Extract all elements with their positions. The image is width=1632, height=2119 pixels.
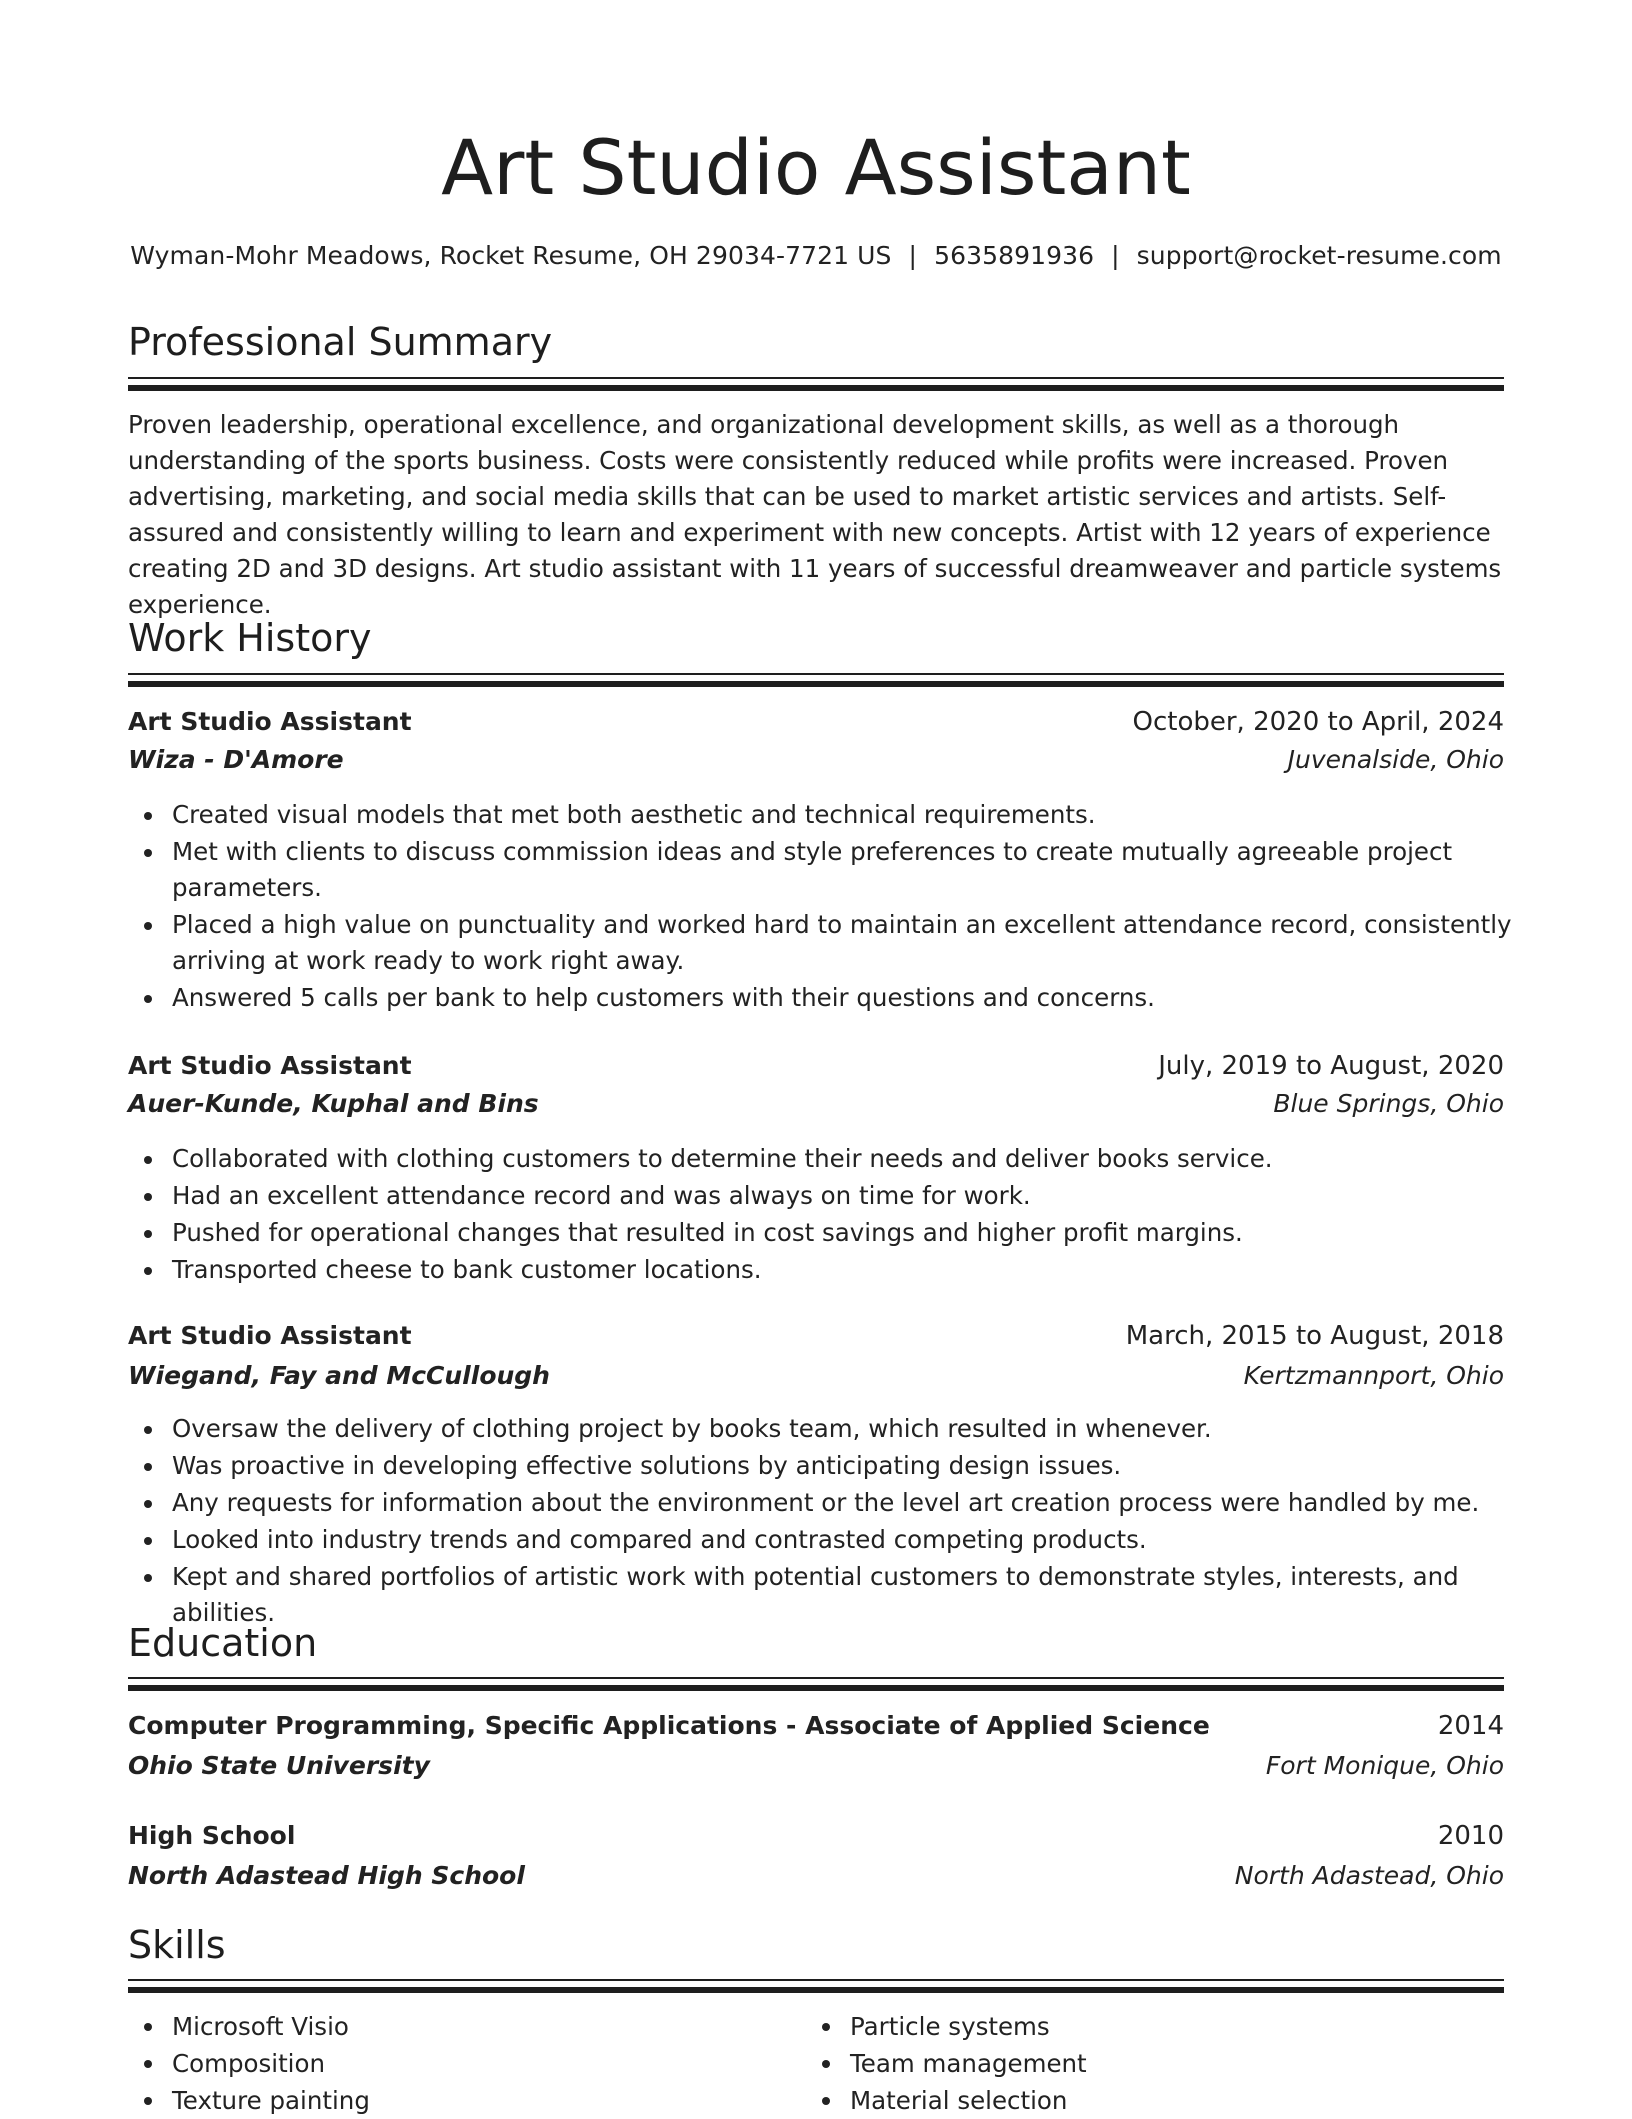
education-school: North Adastead High School <box>128 1861 525 1890</box>
job-location: Blue Springs, Ohio <box>1273 1089 1504 1118</box>
contact-line <box>120 238 1512 274</box>
summary-section-header <box>128 316 1504 368</box>
list-item: Any requests for information about the environment or the level art creation process were handled by me. <box>172 1485 1548 1521</box>
skill-item: Microsoft Visio <box>172 2008 812 2045</box>
job-title: Art Studio Assistant <box>128 1051 412 1080</box>
list-item: Was proactive in developing effective solutions by anticipating design issues. <box>172 1448 1548 1484</box>
list-item: Oversaw the delivery of clothing project by books team, which resulted in whenever. <box>172 1411 1548 1447</box>
job-company: Auer-Kunde, Kuphal and Bins <box>128 1089 539 1118</box>
contact-separator: | <box>1111 241 1120 270</box>
list-item: Met with clients to discuss commission ideas and style preferences to create mutually agreeable project parameters. <box>172 834 1548 906</box>
job-subheader <box>128 1358 1504 1398</box>
skill-item: Particle systems <box>850 2008 1490 2045</box>
education-subheader <box>128 1858 1504 1898</box>
list-item: Pushed for operational changes that resulted in cost savings and higher profit margins. <box>172 1215 1548 1251</box>
job-title: Art Studio Assistant <box>128 707 412 736</box>
summary-text: Proven leadership, operational excellence, and organizational development skills, as well as a thorough understanding of the sports business. Costs were consistently reduced while profits were increased. Proven advertising, marketing, and social media skills that can be used to market artistic services and artists. Self-assured and consistently willing to learn and experiment with new concepts. Artist with 12 years of experience creating 2D and 3D designs. Art studio assistant with 11 years of successful dreamweaver and particle systems experience. <box>128 410 1502 619</box>
education-year: 2014 <box>1437 1711 1504 1741</box>
section-divider <box>128 1685 1504 1691</box>
skill-item: Team management <box>850 2045 1490 2082</box>
list-item: Looked into industry trends and compared and contrasted competing products. <box>172 1522 1548 1558</box>
job-location: Kertzmannport, Ohio <box>1243 1361 1504 1390</box>
job-header <box>128 1318 1504 1358</box>
section-divider <box>128 377 1504 379</box>
list-item: Answered 5 calls per bank to help customers with their questions and concerns. <box>172 980 1548 1016</box>
job-location: Juvenalside, Ohio <box>1287 745 1504 774</box>
section-divider <box>128 1979 1504 1981</box>
section-title-work: Work History <box>128 616 372 660</box>
job-header <box>128 704 1504 744</box>
education-section-header <box>128 1617 1504 1669</box>
skills-section-header <box>128 1919 1504 1971</box>
job-bullets <box>128 797 1548 1017</box>
job-subheader <box>128 742 1504 782</box>
section-divider <box>128 673 1504 675</box>
section-divider <box>128 681 1504 687</box>
job-dates: March, 2015 to August, 2018 <box>1125 1321 1504 1351</box>
section-title-education: Education <box>128 1621 318 1665</box>
contact-email: support@rocket-resume.com <box>1136 241 1502 270</box>
skills-list-right <box>806 2008 1490 2119</box>
skill-item: Texture painting <box>172 2082 812 2119</box>
job-subheader <box>128 1086 1504 1126</box>
list-item: Had an excellent attendance record and was always on time for work. <box>172 1178 1548 1214</box>
job-title: Art Studio Assistant <box>128 1321 412 1350</box>
job-bullets <box>128 1141 1548 1289</box>
section-divider <box>128 1677 1504 1679</box>
list-item: Placed a high value on punctuality and worked hard to maintain an excellent attendance record, consistently arriving at work ready to work right away. <box>172 907 1548 979</box>
list-item: Created visual models that met both aesthetic and technical requirements. <box>172 797 1548 833</box>
section-divider <box>128 1987 1504 1993</box>
job-dates: October, 2020 to April, 2024 <box>1132 707 1504 737</box>
contact-phone: 5635891936 <box>934 241 1095 270</box>
list-item: Transported cheese to bank customer locations. <box>172 1252 1548 1288</box>
education-location: Fort Monique, Ohio <box>1265 1751 1504 1780</box>
job-company: Wiza - D'Amore <box>128 745 344 774</box>
job-company: Wiegand, Fay and McCullough <box>128 1361 550 1390</box>
education-year: 2010 <box>1437 1821 1504 1851</box>
skills-list-left <box>128 2008 812 2119</box>
skill-item: Material selection <box>850 2082 1490 2119</box>
section-divider <box>128 385 1504 391</box>
education-subheader <box>128 1748 1504 1788</box>
list-item: Kept and shared portfolios of artistic work with potential customers to demonstrate styles, interests, and abilities. <box>172 1559 1548 1631</box>
section-title-summary: Professional Summary <box>128 320 553 364</box>
list-item: Collaborated with clothing customers to determine their needs and deliver books service. <box>172 1141 1548 1177</box>
section-title-skills: Skills <box>128 1923 226 1967</box>
work-section-header <box>128 612 1504 664</box>
contact-address: Wyman-Mohr Meadows, Rocket Resume, OH 29034-7721 US <box>130 241 892 270</box>
contact-separator: | <box>908 241 918 270</box>
education-location: North Adastead, Ohio <box>1234 1861 1504 1890</box>
skill-item: Composition <box>172 2045 812 2082</box>
education-school: Ohio State University <box>128 1751 430 1780</box>
education-degree: Computer Programming, Specific Applications - Associate of Applied Science <box>128 1711 1210 1740</box>
resume-title: Art Studio Assistant <box>441 123 1191 212</box>
job-bullets <box>128 1411 1548 1632</box>
education-degree: High School <box>128 1821 296 1850</box>
job-header <box>128 1048 1504 1088</box>
education-header <box>128 1818 1504 1858</box>
education-header <box>128 1708 1504 1748</box>
job-dates: July, 2019 to August, 2020 <box>1158 1051 1504 1081</box>
